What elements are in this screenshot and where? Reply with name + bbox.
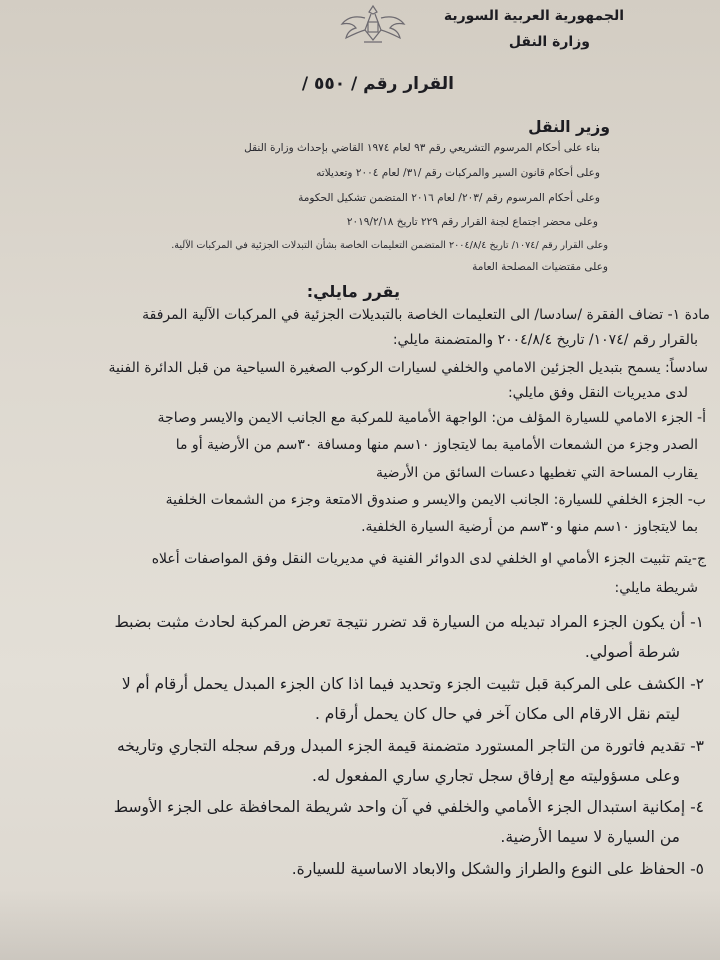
item-a-line: الصدر وجزء من الشمعات الأمامية بما لايتجاوز ١٠سم منها ومسافة ٣٠سم من الأرضية أو ما (175, 437, 698, 453)
item-a-line: يقارب المساحة التي تغطيها دعسات السائق من الأرضية (375, 465, 698, 481)
article1-line: بالقرار رقم /١٠٧٤/ تاريخ ٢٠٠٤/٨/٤ والمتضمنة مايلي: (392, 332, 698, 348)
condition-line: شرطة أصولي. (584, 643, 680, 661)
eagle-emblem-icon (338, 0, 408, 46)
sixth-line: سادساً: يسمح بتبديل الجزئين الامامي والخلفي لسيارات الركوب الصغيرة السياحية من قبل الدائرة الفنية (108, 360, 708, 376)
item-b-line: بما لايتجاوز ١٠سم منها و٣٠سم من أرضية السيارة الخلفية. (361, 519, 698, 535)
condition-line: وعلى مسؤوليته مع إرفاق سجل تجاري ساري المفعول له. (312, 767, 680, 785)
country-name: الجمهورية العربية السورية (443, 8, 624, 24)
preamble-line: وعلى القرار رقم /١٠٧٤/ تاريخ ٢٠٠٤/٨/٤ المتضمن التعليمات الخاصة بشأن التبدلات الجزئية في المركبات الآلية. (171, 240, 608, 251)
condition-line: ٥- الحفاظ على النوع والطراز والشكل والابعاد الاساسية للسيارة. (291, 860, 704, 878)
condition-line: ليتم نقل الارقام الى مكان آخر في حال كان يحمل أرقام . (314, 705, 680, 723)
preamble-title: وزير النقل (528, 118, 610, 136)
sixth-line: لدى مديريات النقل وفق مايلي: (507, 385, 688, 401)
page-shadow (0, 890, 720, 960)
condition-line: من السيارة لا سيما الأرضية. (500, 828, 680, 846)
preamble-line: وعلى مقتضيات المصلحة العامة (472, 261, 608, 273)
item-a-line: أ- الجزء الامامي للسيارة المؤلف من: الواجهة الأمامية للمركبة مع الجانب الايمن والايسر وصاجة (157, 410, 706, 426)
condition-line: ٤- إمكانية استبدال الجزء الأمامي والخلفي في آن واحد شريطة المحافظة على الجزء الأوسط (113, 798, 704, 816)
decides-heading: يقرر مايلي: (306, 282, 400, 301)
ministry-name: وزارة النقل (508, 34, 590, 50)
item-c-line: ج-يتم تثبيت الجزء الأمامي او الخلفي لدى الدوائر الفنية في مديريات النقل وفق المواصفات أعلاه (151, 551, 706, 567)
condition-line: ١- أن يكون الجزء المراد تبديله من السيارة قد تضرر نتيجة تعرض المركبة لحادث مثبت بضبط (114, 613, 704, 631)
preamble-line: وعلى محضر اجتماع لجنة القرار رقم ٢٢٩ تاريخ ٢٠١٩/٢/١٨ (346, 216, 598, 228)
decision-number: القرار رقم / ٥٥٠ / (301, 74, 454, 94)
preamble-line: وعلى أحكام قانون السير والمركبات رقم /٣١/ لعام ٢٠٠٤ وتعديلاته (316, 167, 600, 179)
condition-line: ٢- الكشف على المركبة قبل تثبيت الجزء وتحديد فيما اذا كان الجزء المبدل يحمل أرقام أم لا (121, 675, 704, 693)
condition-line: ٣- تقديم فاتورة من التاجر المستورد متضمنة قيمة الجزء المبدل ورقم سجله التجاري وتاريخه (117, 737, 704, 755)
preamble-line: وعلى أحكام المرسوم رقم /٢٠٣/ لعام ٢٠١٦ المتضمن تشكيل الحكومة (298, 192, 600, 204)
item-b-line: ب- الجزء الخلفي للسيارة: الجانب الايمن والايسر و صندوق الامتعة وجزء من الشمعات الخلفية (165, 492, 706, 508)
preamble-line: بناء على أحكام المرسوم التشريعي رقم ٩٣ لعام ١٩٧٤ القاضي بإحداث وزارة النقل (244, 142, 600, 154)
article1-line: مادة ١- تضاف الفقرة /سادسا/ الى التعليمات الخاصة بالتبديلات الجزئية في المركبات الآلية المرفقة (142, 307, 710, 323)
item-c-line: شريطة مايلي: (614, 580, 698, 596)
